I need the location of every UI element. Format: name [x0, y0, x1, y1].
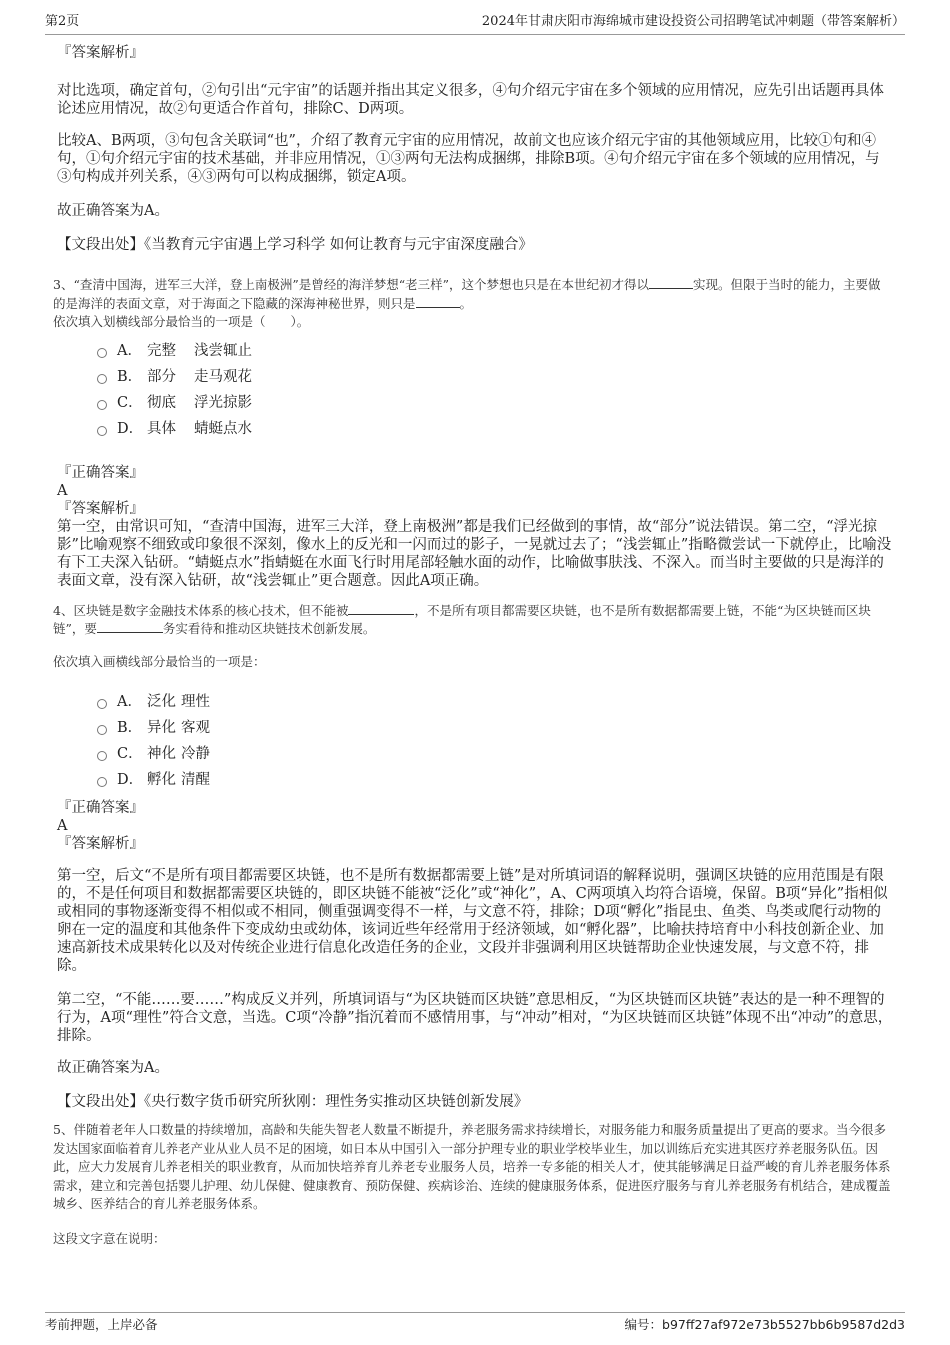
page-number: 第2页	[45, 14, 80, 29]
answer-value: A	[57, 482, 68, 499]
option-a[interactable]: A． 泛化 理性	[97, 689, 893, 715]
radio-button[interactable]	[97, 426, 107, 436]
question-stem: 5、伴随着老年人口数量的持续增加，高龄和失能失智老人数量不断提升，养老服务需求持续增长，对服务能力和服务质量提出了更高的要求。当今很多发达国家面临着育儿养老产业从业人员不足的困境，如日本从中国引入一部分护理专业的职业学校毕业生，加以训练后充实进其医疗养老服务队伍。因此，应大力发展育儿养老相关的职业教育，从而加快培养育儿养老专业服务人员，培养一专多能的相关人才，使其能够满足日益严峻的育儿养老服务体系需求，建立和完善包括婴儿护理、幼儿保健、健康教育、预防保健、疾病诊治、连续的健康服务体系，促进医疗服务与育儿养老服务有机结合，建成覆盖城乡、医养结合的育儿养老服务体系。	[53, 1122, 891, 1211]
radio-button[interactable]	[97, 348, 107, 358]
fill-blank	[348, 602, 414, 615]
option-d[interactable]: D． 具体 蜻蜓点水	[97, 416, 893, 442]
radio-button[interactable]	[97, 374, 107, 384]
fill-blank	[649, 276, 693, 289]
document-id: 编号：b97ff27af972e73b5527bb6b9587d2d3	[624, 1317, 905, 1332]
radio-button[interactable]	[97, 777, 107, 787]
radio-button[interactable]	[97, 699, 107, 709]
analysis-paragraph: 第二空，“不能……要……”构成反义并列，所填词语与“为区块链而区块链”意思相反，“为区块链而区块链”表达的是一种不理智的行为，A项“理性”符合文意，当选。C项“冷静”指沉着而不感情用事，与“冲动”相对，“为区块链而区块链”体现不出“冲动”的意思，排除。	[57, 992, 893, 1044]
analysis-conclusion: 故正确答案为A。	[57, 1060, 169, 1076]
radio-button[interactable]	[97, 725, 107, 735]
footer-slogan: 考前押题，上岸必备	[45, 1317, 158, 1332]
option-c[interactable]: C． 神化 冷静	[97, 741, 893, 767]
option-a[interactable]: A． 完整 浅尝辄止	[97, 338, 893, 364]
question-stem: 3、“查清中国海，进军三大洋，登上南极洲”是曾经的海洋梦想“老三样”，这个梦想也只是在本世纪初才得以 实现。但限于当时的能力，主要做的是海洋的表面文章，对于海面之下隐藏的深海神秘世界，则只是 。	[53, 277, 881, 311]
answer-value: A	[57, 818, 68, 834]
analysis-paragraph: 对比选项，确定首句，②句引出“元宇宙”的话题并指出其定义很多，④句介绍元宇宙在多个领域的应用情况，应先引出话题再具体论述应用情况，故②句更适合作首句，排除C、D两项。	[57, 83, 884, 117]
analysis-conclusion: 故正确答案为A。	[57, 203, 169, 219]
analysis-paragraph: 比较A、B两项，③句包含关联词“也”，介绍了教育元宇宙的应用情况，故前文也应该介绍元宇宙的其他领域应用，比较①句和④句，①句介绍元宇宙的技术基础，并非应用情况，①③两句无法构成捆绑，排除B项。④句介绍元宇宙在多个领域的应用情况，与③句构成并列关系，④③两句可以构成捆绑，锁定A项。	[57, 133, 880, 185]
answer-label: 『正确答案』	[57, 464, 144, 481]
source-citation: 【文段出处】《央行数字货币研究所狄刚：理性务实推动区块链创新发展》	[57, 1094, 529, 1110]
analysis-label: 『答案解析』	[57, 45, 144, 61]
analysis-label: 『答案解析』	[57, 500, 144, 517]
answer-label: 『正确答案』	[57, 800, 144, 816]
question-prompt: 这段文字意在说明：	[53, 1230, 166, 1246]
page-header	[45, 10, 905, 35]
analysis-label: 『答案解析』	[57, 836, 144, 852]
question-prompt: 依次填入画横线部分最恰当的一项是：	[53, 653, 266, 669]
analysis-paragraph: 第一空，由常识可知，“查清中国海，进军三大洋，登上南极洲”都是我们已经做到的事情，故“部分”说法错误。第二空，“浮光掠影”比喻观察不细致或印象很不深刻，像水上的反光和一闪而过的影子，一晃就过去了；“浅尝辄止”指略微尝试一下就停止，比喻没有下工夫深入钻研。“蜻蜓点水”指蜻蜓在水面飞行时用尾部轻触水面的动作，比喻做事肤浅、不深入。而当时主要做的只是海洋的表面文章，没有深入钻研，故“浅尝辄止”更合题意。因此A项正确。	[57, 518, 892, 589]
radio-button[interactable]	[97, 400, 107, 410]
radio-button[interactable]	[97, 751, 107, 761]
option-d[interactable]: D． 孵化 清醒	[97, 767, 893, 793]
option-b[interactable]: B． 部分 走马观花	[97, 364, 893, 390]
fill-blank	[97, 620, 163, 633]
analysis-paragraph: 第一空，后文“不是所有项目都需要区块链，也不是所有数据都需要上链”是对所填词语的解释说明，强调区块链的应用范围是有限的，不是任何项目和数据都需要区块链的，即区块链不能被“泛化”或“神化”，A、C两项填入均符合语境，保留。B项“异化”指相似或相同的事物逐渐变得不相似或不相同，侧重强调变得不一样，与文意不符，排除；D项“孵化”指昆虫、鱼类、鸟类或爬行动物的卵在一定的温度和其他条件下变成幼虫或幼体，该词近些年经常用于经济领域，如“孵化器”，比喻扶持培育中小科技创新企业、加速高新技术成果转化以及对传统企业进行信息化改造任务的企业，文段并非强调利用区块链帮助企业快速发展，与文意不符，排除。	[57, 868, 888, 974]
option-list	[97, 338, 893, 442]
source-citation: 【文段出处】《当教育元宇宙遇上学习科学 如何让教育与元宇宙深度融合》	[57, 237, 533, 253]
document-title: 2024年甘肃庆阳市海绵城市建设投资公司招聘笔试冲刺题（带答案解析）	[481, 14, 905, 29]
option-list	[97, 689, 893, 793]
page-footer	[45, 1312, 905, 1339]
option-b[interactable]: B． 异化 客观	[97, 715, 893, 741]
option-c[interactable]: C． 彻底 浮光掠影	[97, 390, 893, 416]
fill-blank	[416, 295, 460, 308]
question-stem: 4、区块链是数字金融技术体系的核心技术，但不能被 ，不是所有项目都需要区块链，也不是所有数据都需要上链，不能“为区块链而区块链”，要 务实看待和推动区块链技术创新发展。	[53, 602, 871, 636]
document-body	[53, 44, 893, 1248]
question-prompt: 依次填入划横线部分最恰当的一项是（ ）。	[53, 314, 310, 329]
